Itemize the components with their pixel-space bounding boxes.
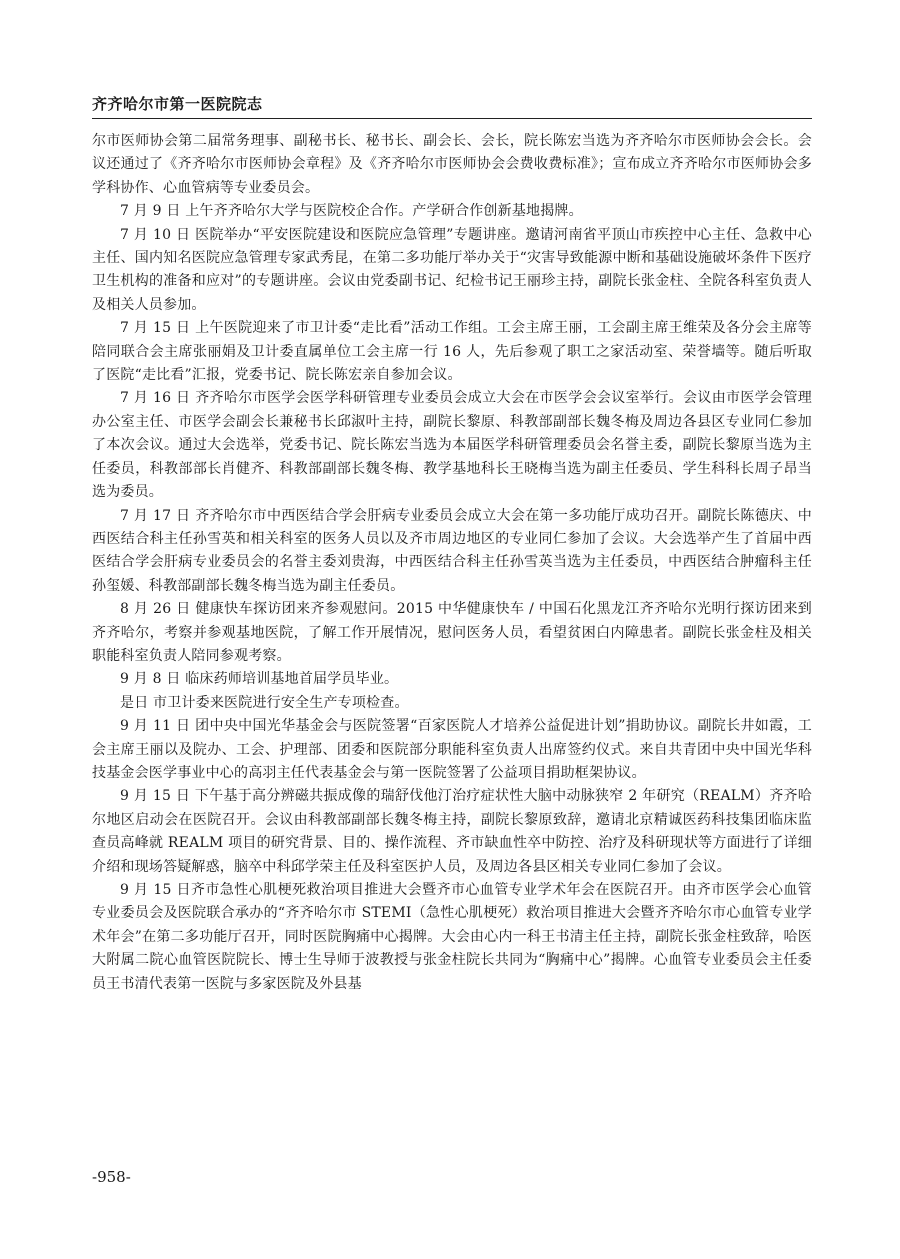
paragraph: 9 月 15 日齐市急性心肌梗死救治项目推进大会暨齐市心血管专业学术年会在医院召开。由齐市医学会心血管专业委员会及医院联合承办的“齐齐哈尔市 STEMI（急性心肌梗死）救治项目推进大会暨齐齐哈尔市心血管专业学术年会”在第二多功能厅召开，同时医院胸痛中心揭牌。大会由心内一科王书清主任主持，副院长张金柱致辞，哈医大附属二院心血管医院院长、博士生导师于波教授与张金柱院长共同为“胸痛中心”揭牌。心血管专业委员会主任委员王书清代表第一医院与多家医院及外县基 — [92, 882, 812, 992]
header-title: 齐齐哈尔市第一医院院志 — [92, 95, 263, 113]
paragraph: 7 月 9 日 上午齐齐哈尔大学与医院校企合作。产学研合作创新基地揭牌。 — [120, 203, 583, 220]
paragraph: 尔市医师协会第二届常务理事、副秘书长、秘书长、副会长、会长，院长陈宏当选为齐齐哈尔市医师协会会长。会议还通过了《齐齐哈尔市医师协会章程》及《齐齐哈尔市医师协会会费收费标准》；宣布成立齐齐哈尔市医师协会多学科协作、心血管病等专业委员会。 — [92, 133, 812, 196]
paragraph: 7 月 16 日 齐齐哈尔市医学会医学科研管理专业委员会成立大会在市医学会会议室举行。会议由市医学会管理办公室主任、市医学会副会长兼秘书长邱淑叶主持，副院长黎原、科教部副部长魏冬梅及周边各县区专业同仁参加了本次会议。通过大会选举，党委书记、院长陈宏当选为本届医学科研管理委员会名誉主委，副院长黎原当选为主任委员，科教部部长肖健齐、科教部副部长魏冬梅、教学基地科长王晓梅当选为副主任委员、学生科科长周子昂当选为委员。 — [92, 390, 812, 501]
paragraph: 是日 市卫计委来医院进行安全生产专项检查。 — [120, 694, 409, 711]
paragraph: 8 月 26 日 健康快车探访团来齐参观慰问。2015 中华健康快车 / 中国石化黑龙江齐齐哈尔光明行探访团来到齐齐哈尔，考察并参观基地医院，了解工作开展情况，慰问医务人员，看望贫困白内障患者。副院长张金柱及相关职能科室负责人陪同参观考察。 — [92, 601, 812, 664]
paragraph: 7 月 17 日 齐齐哈尔市中西医结合学会肝病专业委员会成立大会在第一多功能厅成功召开。副院长陈德庆、中西医结合科主任孙雪英和相关科室的医务人员以及齐市周边地区的专业同仁参加了会议。大会选举产生了首届中西医结合学会肝病专业委员会的名誉主委刘贵海，中西医结合科主任孙雪英当选为主任委员，中西医结合肿瘤科主任孙玺媛、科教部副部长魏冬梅当选为副主任委员。 — [92, 507, 812, 594]
page-header — [92, 92, 812, 119]
paragraph: 9 月 8 日 临床药师培训基地首届学员毕业。 — [120, 671, 399, 688]
page-number: -958- — [92, 1168, 131, 1186]
paragraph: 7 月 10 日 医院举办“平安医院建设和医院应急管理”专题讲座。邀请河南省平顶山市疾控中心主任、急救中心主任、国内知名医院应急管理专家武秀昆，在第二多功能厅举办关于“灾害导致能源中断和基础设施破坏条件下医疗卫生机构的准备和应对”的专题讲座。会议由党委副书记、纪检书记王丽珍主持，副院长张金柱、全院各科室负责人及相关人员参加。 — [92, 226, 812, 313]
paragraph: 9 月 11 日 团中央中国光华基金会与医院签署“百家医院人才培养公益促进计划”捐助协议。副院长井如霞，工会主席王丽以及院办、工会、护理部、团委和医院部分职能科室负责人出席签约仪式。来自共青团中央中国光华科技基金会医学事业中心的高羽主任代表基金会与第一医院签署了公益项目捐助框架协议。 — [92, 718, 812, 781]
page-body — [92, 130, 812, 996]
paragraph: 7 月 15 日 上午医院迎来了市卫计委“走比看”活动工作组。工会主席王丽，工会副主席王维荣及各分会主席等陪同联合会主席张丽娟及卫计委直属单位工会主席一行 16 人，先后参观了职工之家活动室、荣誉墙等。随后听取了医院“走比看”汇报，党委书记、院长陈宏亲自参加会议。 — [92, 320, 812, 384]
paragraph: 9 月 15 日 下午基于高分辨磁共振成像的瑞舒伐他汀治疗症状性大脑中动脉狭窄 2 年研究（REALM）齐齐哈尔地区启动会在医院召开。会议由科教部副部长魏冬梅主持，副院长黎原致辞，邀请北京精诚医药科技集团临床监查员高峰就 REALM 项目的研究背景、目的、操作流程、齐市缺血性卒中防控、治疗及科研现状等方面进行了详细介绍和现场答疑解惑，脑卒中科邱学荣主任及科室医护人员，及周边各县区相关专业同仁参加了会议。 — [92, 788, 812, 875]
